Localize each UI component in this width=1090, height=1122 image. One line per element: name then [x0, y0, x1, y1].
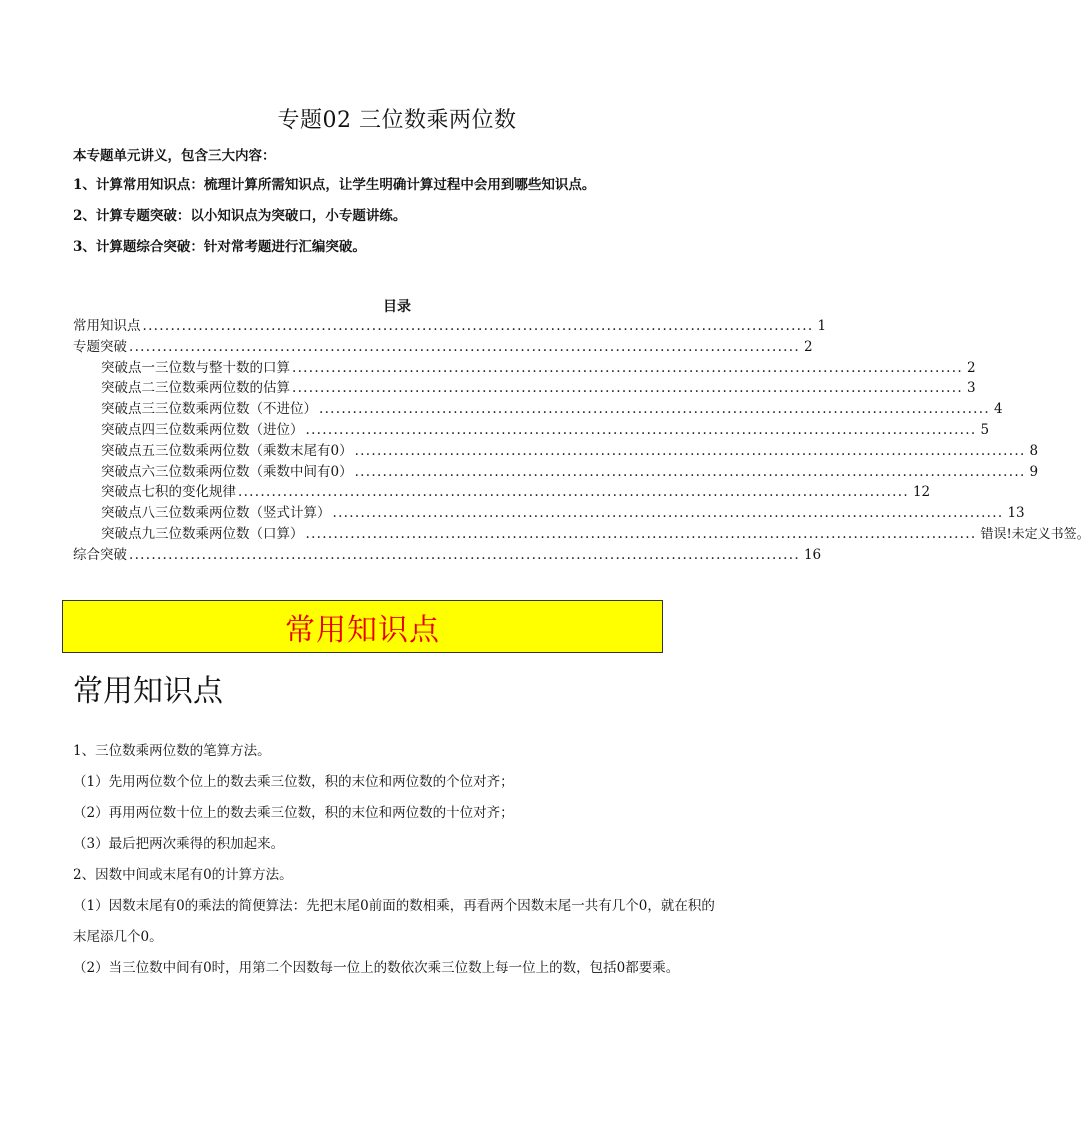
toc-leader-dots: ........................................................................................................................: [142, 318, 814, 334]
toc-entry[interactable]: [73, 482, 931, 503]
toc-entry-page: 9: [1029, 463, 1039, 480]
toc-entry-page: 3: [966, 380, 976, 397]
toc-entry-page: 16: [803, 546, 822, 563]
intro-lead: 本专题单元讲义，包含三大内容：: [73, 148, 276, 164]
toc-leader-dots: ........................................................................................................................: [129, 546, 800, 563]
body-paragraph: （3）最后把两次乘得的积加起来。: [73, 836, 285, 852]
toc-entry[interactable]: [73, 316, 827, 337]
intro-section: [73, 146, 753, 268]
toc-entry[interactable]: [73, 399, 1003, 420]
toc-leader-dots: ........................................................................................................................: [292, 380, 963, 397]
section-body: [73, 736, 723, 984]
toc-entry[interactable]: [73, 462, 1039, 483]
toc-leader-dots: ........................................................................................................................: [292, 359, 963, 376]
toc-entry[interactable]: [73, 545, 822, 566]
intro-item: 1、计算常用知识点：梳理计算所需知识点，让学生明确计算过程中会用到哪些知识点。: [73, 177, 596, 193]
toc-entry-label: 突破点三三位数乘两位数（不进位）: [101, 401, 317, 418]
toc-entry[interactable]: [73, 503, 1025, 524]
toc-entry-label: 突破点九三位数乘两位数（口算）: [101, 525, 304, 542]
toc-entry-label: 专题突破: [73, 338, 127, 355]
toc-entry-page: 1: [817, 318, 827, 334]
page-title: 专题02 三位数乘两位数: [277, 108, 517, 133]
section-banner: [62, 600, 663, 653]
toc-entry-label: 突破点七积的变化规律: [101, 484, 236, 501]
toc-leader-dots: ........................................................................................................................: [238, 484, 909, 501]
toc-entry-page: 13: [1007, 505, 1025, 522]
section-banner-title: 常用知识点: [285, 612, 440, 648]
intro-item: 3、计算题综合突破：针对常考题进行汇编突破。: [73, 239, 366, 255]
body-paragraph: （2）再用两位数十位上的数去乘三位数，积的末位和两位数的十位对齐；: [73, 805, 514, 821]
body-paragraph: 1、三位数乘两位数的笔算方法。: [73, 743, 271, 759]
toc-entry[interactable]: [73, 378, 976, 399]
toc-entry-label: 常用知识点: [73, 318, 141, 334]
toc-entry-label: 突破点五三位数乘两位数（乘数末尾有0）: [101, 442, 353, 459]
toc-entry-label: 突破点六三位数乘两位数（乘数中间有0）: [101, 463, 353, 480]
body-paragraph: （1）先用两位数个位上的数去乘三位数，积的末位和两位数的个位对齐；: [73, 774, 514, 790]
toc-leader-dots: ........................................................................................................................: [354, 463, 1026, 480]
body-paragraph: （1）因数末尾有0的乘法的简便算法：先把末尾0前面的数相乘，再看两个因数末尾一共有几个0，就在积的末尾添几个0。: [73, 898, 715, 945]
toc-leader-dots: ........................................................................................................................: [305, 421, 977, 438]
toc-leader-dots: ........................................................................................................................: [319, 401, 990, 418]
toc-leader-dots: ........................................................................................................................: [332, 505, 1004, 522]
toc-entry-page: 5: [980, 421, 990, 438]
intro-item: 2、计算专题突破：以小知识点为突破口，小专题讲练。: [73, 208, 407, 224]
toc-entry-label: 突破点四三位数乘两位数（进位）: [101, 421, 304, 438]
toc-entry-label: 突破点二三位数乘两位数的估算: [101, 380, 290, 397]
toc-entry[interactable]: [73, 337, 813, 358]
toc-entry-page: 2: [803, 338, 813, 355]
section-heading: 常用知识点: [73, 674, 223, 709]
toc-entry[interactable]: [73, 524, 1090, 545]
toc-entry[interactable]: [73, 420, 990, 441]
toc-entry-label: 突破点一三位数与整十数的口算: [101, 359, 290, 376]
toc-entry-page: 4: [993, 401, 1003, 418]
toc-entry-label: 突破点八三位数乘两位数（竖式计算）: [101, 505, 331, 522]
body-paragraph: 2、因数中间或末尾有0的计算方法。: [73, 867, 293, 883]
toc-title: 目录: [383, 299, 411, 315]
toc-entry[interactable]: [73, 441, 1039, 462]
toc-entry-page: 错误!未定义书签。: [980, 526, 1090, 542]
toc-leader-dots: ........................................................................................................................: [305, 525, 977, 542]
toc-entry-page: 2: [966, 359, 976, 376]
toc-entry-page: 8: [1029, 442, 1039, 459]
toc-entry-page: 12: [912, 484, 931, 501]
toc-entry[interactable]: [73, 358, 976, 379]
toc-entry-label: 综合突破: [73, 546, 127, 563]
toc-leader-dots: ........................................................................................................................: [129, 338, 800, 355]
body-paragraph: （2）当三位数中间有0时，用第二个因数每一位上的数依次乘三位数上每一位上的数，包括0都要乘。: [73, 960, 680, 976]
table-of-contents: [73, 316, 1090, 566]
toc-leader-dots: ........................................................................................................................: [354, 442, 1026, 459]
